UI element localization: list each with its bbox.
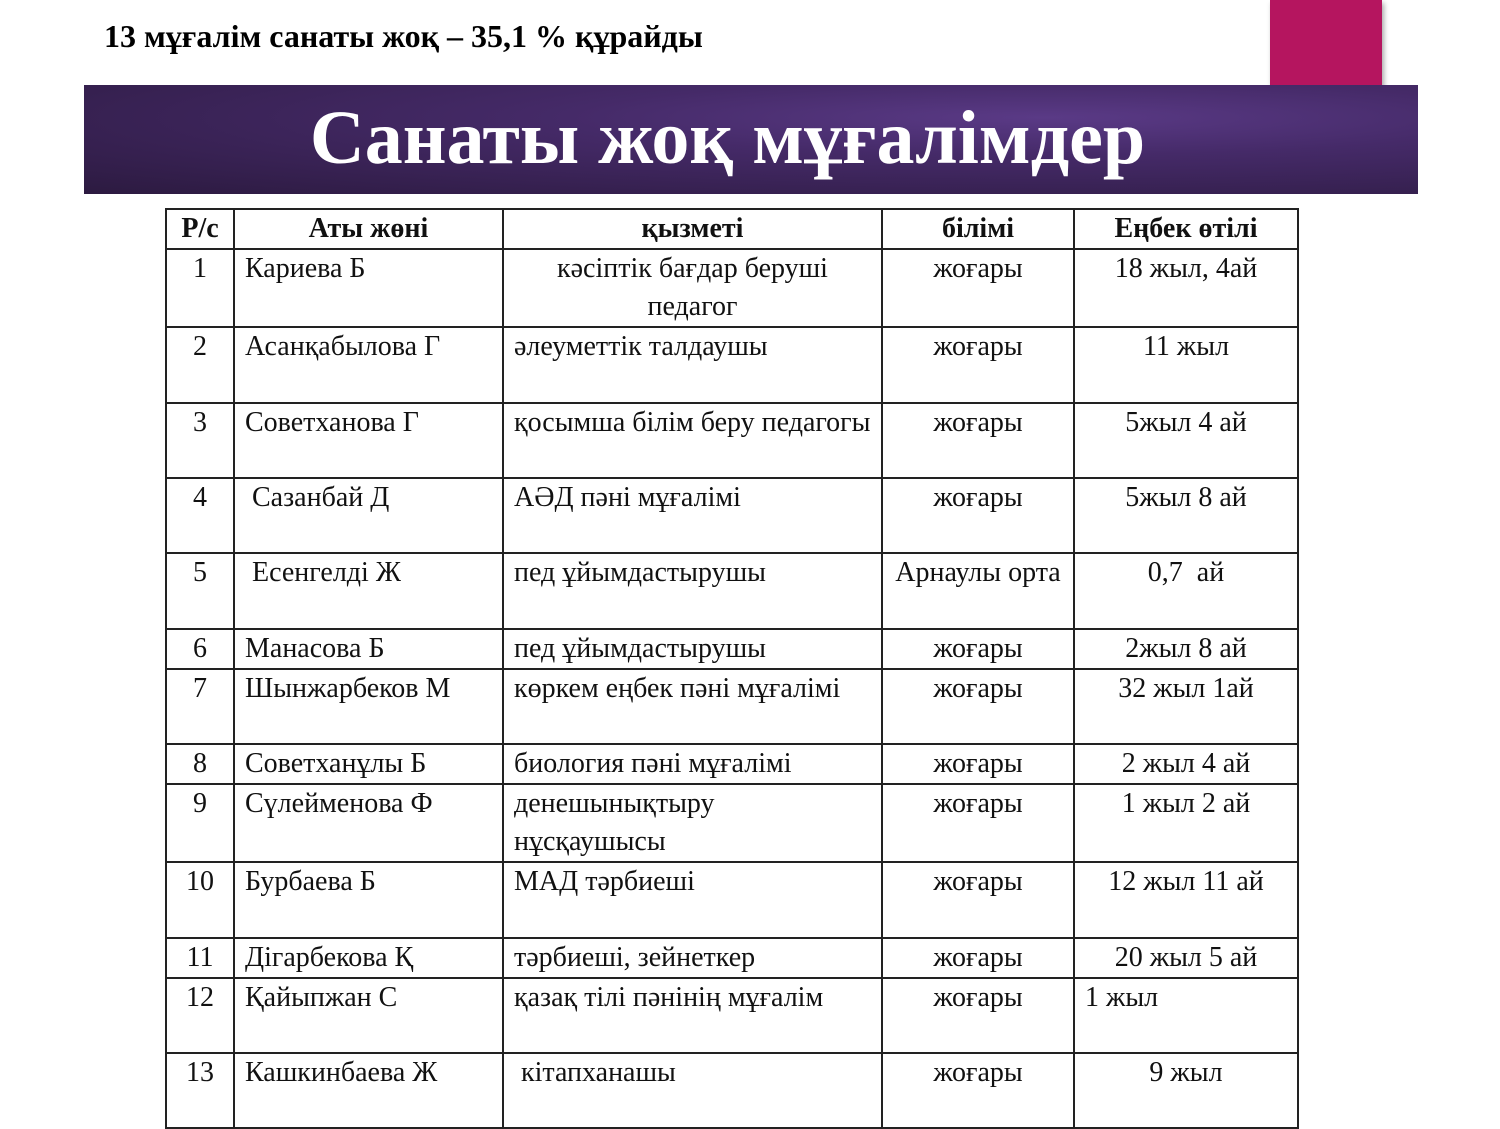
table-row (166, 249, 1298, 327)
teacher-position: пед ұйымдастырушы (503, 553, 882, 629)
teacher-education: жоғары (882, 249, 1074, 327)
teacher-name: Советханұлы Б (234, 744, 503, 784)
header-number: Р/с (166, 209, 234, 249)
teacher-name: Қайыпжан С (234, 978, 503, 1053)
teacher-experience: 0,7 ай (1074, 553, 1298, 629)
teacher-name: Кариева Б (234, 249, 503, 327)
teacher-name: Советханова Г (234, 403, 503, 478)
teacher-name: Асанқабылова Г (234, 327, 503, 403)
teacher-position: кітапханашы (503, 1053, 882, 1128)
teachers-table (165, 208, 1299, 1129)
teacher-experience: 11 жыл (1074, 327, 1298, 403)
teacher-position: АӘД пәні мұғалімі (503, 478, 882, 553)
teacher-name: Есенгелді Ж (234, 553, 503, 629)
table-row (166, 478, 1298, 553)
teacher-education: жоғары (882, 978, 1074, 1053)
teacher-position: кәсіптік бағдар беруші педагог (503, 249, 882, 327)
row-number: 11 (166, 938, 234, 978)
slide-title: Санаты жоқ мұғалімдер (309, 96, 1146, 180)
teacher-experience: 1 жыл 2 ай (1074, 784, 1298, 862)
teacher-position: пед ұйымдастырушы (503, 629, 882, 669)
header-experience: Еңбек өтілі (1074, 209, 1298, 249)
teacher-education: жоғары (882, 403, 1074, 478)
table-row (166, 669, 1298, 744)
teacher-education: Арнаулы орта (882, 553, 1074, 629)
row-number: 1 (166, 249, 234, 327)
teacher-experience: 20 жыл 5 ай (1074, 938, 1298, 978)
row-number: 9 (166, 784, 234, 862)
teacher-position: көркем еңбек пәні мұғалімі (503, 669, 882, 744)
table-row (166, 744, 1298, 784)
teacher-position: әлеуметтік талдаушы (503, 327, 882, 403)
table-row (166, 327, 1298, 403)
teacher-experience: 12 жыл 11 ай (1074, 862, 1298, 938)
teacher-position: денешынықтыру нұсқаушысы (503, 784, 882, 862)
row-number: 4 (166, 478, 234, 553)
teacher-education: жоғары (882, 327, 1074, 403)
teacher-education: жоғары (882, 629, 1074, 669)
teacher-education: жоғары (882, 862, 1074, 938)
table-header-row (166, 209, 1298, 249)
teacher-education: жоғары (882, 938, 1074, 978)
teacher-education: жоғары (882, 669, 1074, 744)
row-number: 5 (166, 553, 234, 629)
row-number: 7 (166, 669, 234, 744)
table-row (166, 1053, 1298, 1128)
teacher-education: жоғары (882, 744, 1074, 784)
table-row (166, 553, 1298, 629)
teacher-experience: 2 жыл 4 ай (1074, 744, 1298, 784)
slide-subtitle: 13 мұғалім санаты жоқ – 35,1 % құрайды (104, 18, 703, 54)
row-number: 6 (166, 629, 234, 669)
row-number: 3 (166, 403, 234, 478)
teacher-name: Дігарбекова Қ (234, 938, 503, 978)
teacher-experience: 2жыл 8 ай (1074, 629, 1298, 669)
header-name: Аты жөні (234, 209, 503, 249)
row-number: 12 (166, 978, 234, 1053)
table-row (166, 403, 1298, 478)
table-row (166, 938, 1298, 978)
teacher-experience: 32 жыл 1ай (1074, 669, 1298, 744)
teacher-education: жоғары (882, 784, 1074, 862)
teacher-education: жоғары (882, 1053, 1074, 1128)
teacher-name: Кашкинбаева Ж (234, 1053, 503, 1128)
teacher-experience: 18 жыл, 4ай (1074, 249, 1298, 327)
row-number: 13 (166, 1053, 234, 1128)
header-education: білімі (882, 209, 1074, 249)
teacher-position: тәрбиеші, зейнеткер (503, 938, 882, 978)
teacher-experience: 5жыл 4 ай (1074, 403, 1298, 478)
teacher-position: МАД тәрбиеші (503, 862, 882, 938)
teacher-name: Сүлейменова Ф (234, 784, 503, 862)
teacher-name: Бурбаева Б (234, 862, 503, 938)
teacher-position: қосымша білім беру педагогы (503, 403, 882, 478)
teacher-experience: 5жыл 8 ай (1074, 478, 1298, 553)
teacher-name: Манасова Б (234, 629, 503, 669)
teacher-position: биология пәні мұғалімі (503, 744, 882, 784)
row-number: 8 (166, 744, 234, 784)
teacher-experience: 9 жыл (1074, 1053, 1298, 1128)
teacher-position: қазақ тілі пәнінің мұғалім (503, 978, 882, 1053)
teacher-name: Шынжарбеков М (234, 669, 503, 744)
row-number: 2 (166, 327, 234, 403)
table-row (166, 784, 1298, 862)
teacher-experience: 1 жыл (1074, 978, 1298, 1053)
row-number: 10 (166, 862, 234, 938)
header-position: қызметі (503, 209, 882, 249)
teacher-education: жоғары (882, 478, 1074, 553)
teacher-name: Сазанбай Д (234, 478, 503, 553)
table-row (166, 862, 1298, 938)
table-row (166, 629, 1298, 669)
table-row (166, 978, 1298, 1053)
